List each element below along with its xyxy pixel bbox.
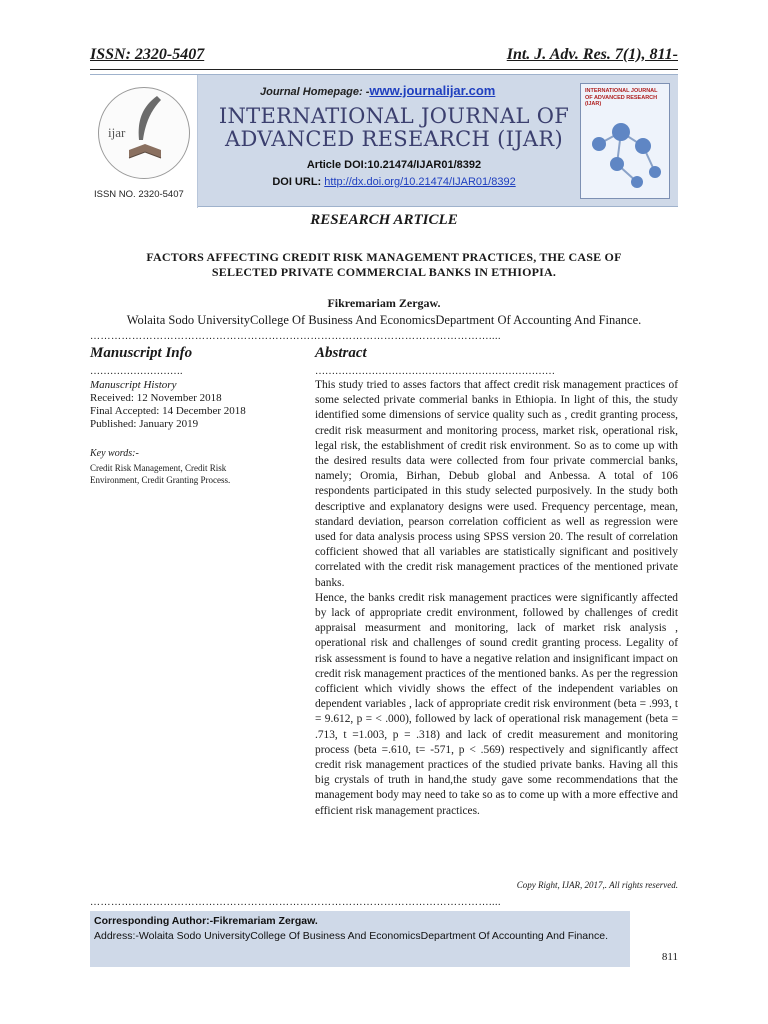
doi-url-label: DOI URL:: [272, 176, 325, 188]
molecule-icon: [581, 84, 670, 199]
article-doi: Article DOI:10.21474/IJAR01/8392: [306, 159, 482, 171]
journal-logo: [90, 75, 198, 208]
logo-issn: ISSN NO. 2320-5407: [94, 189, 184, 200]
journal-cover-image: [580, 83, 670, 199]
author-affiliation: Wolaita Sodo UniversityCollege Of Business And EconomicsDepartment Of Accounting And Finance.: [126, 313, 642, 327]
homepage-link[interactable]: www.journalijar.com: [369, 83, 496, 98]
journal-title: [214, 105, 574, 151]
journal-reference: Int. J. Adv. Res. 7(1), 811-: [506, 46, 678, 63]
corresponding-author: Corresponding Author:-Fikremariam Zergaw.: [94, 915, 318, 927]
abstract-dots: ………………………………………………………………: [315, 366, 555, 377]
paper-title-line2: SELECTED PRIVATE COMMERCIAL BANKS IN ETHIOPIA.: [211, 265, 557, 279]
abstract-paragraph-1: This study tried to asses factors that affect credit risk management practices of some selected private commerial banks in Ethiopia. In light of this, the study identified some dimensions of service quality such as , credit granting process, credit risk measurment and monitoring process, market risk, operational risk, legal risk, the establishment of credit risk environment. So as to come up with the desired results data were collected from four private commercial banks, namely; Oromia, Birhan, Debub global and Anbessa. A total of 106 respondents participated in this study selected purposively. In the study both descriptive and explanatory designs were used. Frequency percentage, mean, standard deviation, pearson correlation cofficient as well as regression were used for data analysis process using SPSS version 20. The result of correlation cofficient showed that all variables are statistically significant and positively correlated with the credit risk management practices of the mentioned private banks.: [315, 379, 678, 589]
received-date: Received: 12 November 2018: [90, 392, 222, 404]
page-number: 811: [661, 951, 678, 963]
published-date: Published: January 2019: [90, 418, 199, 430]
logo-text: ijar: [108, 125, 126, 140]
author-name: Fikremariam Zergaw.: [327, 296, 441, 310]
corresponding-author-box: [90, 911, 630, 967]
cover-title: INTERNATIONAL JOURNAL OF ADVANCED RESEARCH (IJAR): [585, 88, 658, 107]
journal-title-line2: ADVANCED RESEARCH (IJAR): [225, 127, 563, 151]
doi-url-line: [214, 176, 574, 188]
article-type: RESEARCH ARTICLE: [310, 212, 458, 228]
separator-dots: ……………………………………………………………………………………………………....: [90, 332, 501, 342]
manuscript-dots: ……………………….: [90, 366, 183, 377]
copyright-notice: Copy Right, IJAR, 2017,. All rights reserved.: [516, 880, 678, 890]
running-header: [90, 44, 678, 70]
journal-title-line1: INTERNATIONAL JOURNAL OF: [218, 104, 570, 128]
bottom-separator-dots: ……………………………………………………………………………………………………....: [90, 898, 501, 908]
abstract-heading: Abstract: [315, 345, 367, 361]
journal-banner: [90, 74, 678, 207]
homepage-label: Journal Homepage: -: [260, 86, 370, 98]
manuscript-info-heading: Manuscript Info: [90, 345, 193, 361]
manuscript-info: [90, 379, 270, 486]
keywords: Credit Risk Management, Credit Risk Environment, Credit Granting Process.: [90, 463, 231, 485]
abstract-paragraph-2: Hence, the banks credit risk management practices were significantly affected by lack of appropriate credit environment, followed by challenges of credit appraisal measurment and monitoring, lack of market risk analysis , operational risk and challenges of sound credit granting process. Legality of risk assessment is found to have a negative relation and insignificant impact on credit risk management practices of the mentioned banks. As per the regression cofficient which vividly shows the effect of the independent variables on dependent variables , lack of appropriate credit risk environment (beta = .993, t = 9.612, p = < .000), followed by lack of operational risk management (beta = .713, t =1.003, p = .318) and lack of credit measurement and monitoring process (beta =.610, t= -571, p < .569) respectively and significantly affect credit risk management practices of the studied private banks. Having all this big crystals of truth in hand,the study gave some recommendations that the management body may need to take so as to come up with a more effective and efficient risk management practices.: [315, 591, 678, 817]
paper-title: [120, 250, 648, 280]
corresponding-address: Address:-Wolaita Sodo UniversityCollege Of Business And EconomicsDepartment Of Accounting And Finance.: [94, 930, 608, 942]
doi-url-link[interactable]: http://dx.doi.org/10.21474/IJAR01/8392: [324, 176, 516, 188]
accepted-date: Final Accepted: 14 December 2018: [90, 405, 246, 417]
abstract-body: [315, 378, 678, 819]
paper-title-line1: FACTORS AFFECTING CREDIT RISK MANAGEMENT PRACTICES, THE CASE OF: [146, 250, 622, 264]
history-label: Manuscript History: [90, 379, 177, 391]
keywords-label: Key words:-: [90, 448, 139, 459]
journal-homepage: [260, 83, 495, 98]
issn-text: ISSN: 2320-5407: [90, 46, 205, 63]
